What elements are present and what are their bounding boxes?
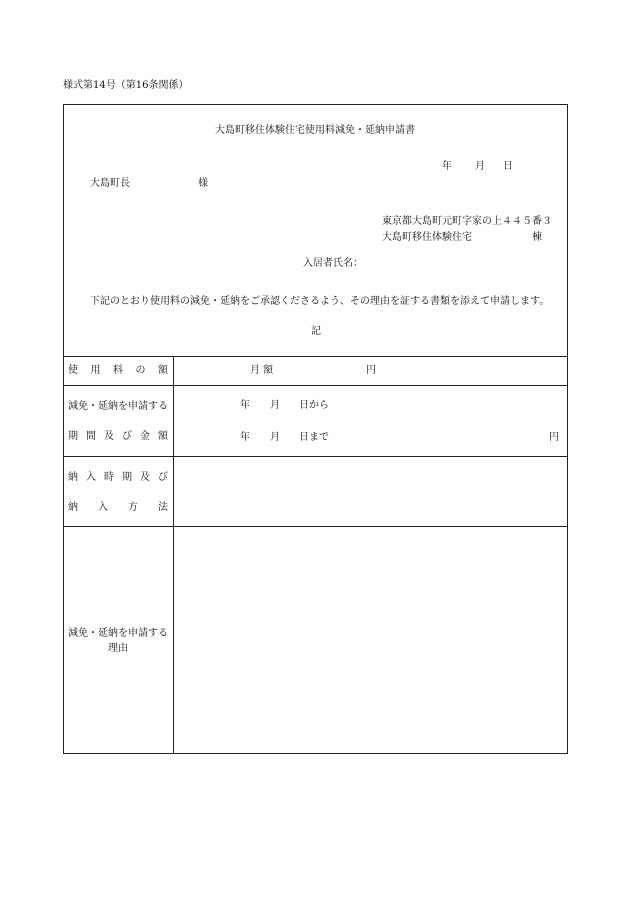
period-label-char: 期 — [68, 431, 78, 442]
fee-monthly-label: 月 額 — [250, 365, 274, 376]
addressee-honorific: 様 — [198, 178, 208, 189]
period-label-char: 間 — [86, 431, 96, 442]
divider-reason-top — [63, 526, 568, 527]
payment-label-char: 入 — [98, 502, 108, 513]
resident-name-label: 入居者氏名： — [303, 258, 363, 269]
fee-label-char: 用 — [90, 365, 101, 376]
divider-payment-top — [63, 456, 568, 457]
address-line2: 大島町移住体験住宅 — [382, 232, 472, 243]
payment-label-char: 時 — [104, 472, 114, 483]
building-suffix: 棟 — [532, 232, 542, 243]
period-label-char: び — [122, 431, 132, 442]
address-line1: 東京都大島町元町字家の上４４５番３ — [382, 216, 552, 227]
period-from-month: 月 — [270, 400, 280, 411]
reason-label-line2: 理由 — [108, 643, 128, 654]
date-day-label: 日 — [503, 161, 513, 172]
period-to-month: 月 — [270, 432, 280, 443]
payment-label-char: 納 — [68, 472, 78, 483]
period-to-day: 日まで — [299, 432, 329, 443]
form-frame — [63, 104, 568, 754]
date-month-label: 月 — [475, 161, 485, 172]
period-label-line2 — [68, 431, 168, 443]
fee-label — [68, 365, 168, 377]
fee-label-char: の — [135, 365, 146, 376]
payment-label-char: 納 — [68, 502, 78, 513]
addressee-mayor: 大島町長 — [90, 178, 130, 189]
divider-period-top — [63, 385, 568, 386]
period-label-char: 額 — [158, 431, 168, 442]
date-year-label: 年 — [442, 161, 452, 172]
payment-label-char: 及 — [140, 472, 150, 483]
label-column-divider — [173, 356, 174, 753]
form-title: 大島町移住体験住宅使用料減免・延納申請書 — [215, 125, 415, 136]
period-label-char: 及 — [104, 431, 114, 442]
form-number: 様式第14号（第16条関係） — [63, 80, 189, 91]
payment-label-line1 — [68, 472, 168, 484]
fee-yen-label: 円 — [366, 365, 376, 376]
payment-label-char: 入 — [86, 472, 96, 483]
fee-label-char: 料 — [113, 365, 123, 376]
payment-label-line2 — [68, 502, 168, 514]
period-label-line1: 減免・延納を申請する — [68, 401, 168, 412]
period-to-year: 年 — [240, 432, 250, 443]
period-yen-label: 円 — [549, 432, 559, 443]
fee-label-char: 額 — [158, 365, 168, 376]
period-from-year: 年 — [240, 400, 250, 411]
period-from-day: 日から — [299, 400, 329, 411]
payment-label-char: 法 — [158, 502, 168, 513]
payment-label-char: 方 — [128, 502, 138, 513]
reason-label-line1: 減免・延納を申請する — [68, 628, 168, 639]
application-statement: 下記のとおり使用料の減免・延納をご承認くださるよう、その理由を証する書類を添えて申請します。 — [90, 296, 550, 307]
payment-label-char: 期 — [122, 472, 132, 483]
payment-label-char: び — [158, 472, 168, 483]
ki-notation: 記 — [311, 326, 321, 337]
period-label-char: 金 — [140, 431, 150, 442]
divider-fee-top — [63, 356, 568, 357]
fee-label-char: 使 — [68, 365, 78, 376]
